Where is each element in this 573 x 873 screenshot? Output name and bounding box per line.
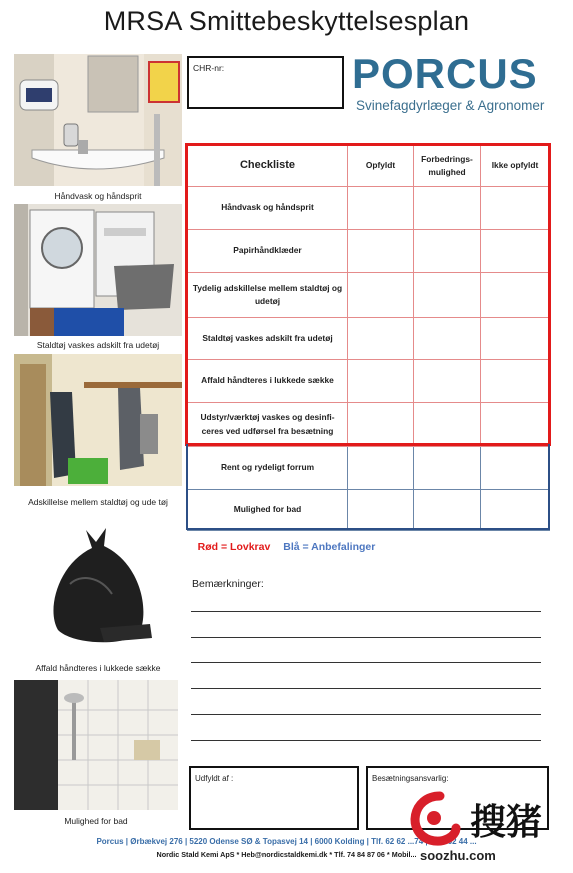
legend-required: Rød = Lovkrav bbox=[197, 541, 271, 553]
cell-forbedring[interactable] bbox=[414, 318, 481, 360]
table-row bbox=[188, 360, 550, 403]
cell-opfyldt[interactable] bbox=[348, 187, 414, 230]
shower-illustration bbox=[14, 680, 178, 810]
photo-caption: Staldtøj vaskes adskilt fra udetøj bbox=[36, 340, 160, 350]
cell-ikke-opfyldt[interactable] bbox=[481, 360, 550, 403]
cell-forbedring[interactable] bbox=[414, 490, 481, 531]
photo-clothes-separation bbox=[14, 354, 182, 486]
cell-ikke-opfyldt[interactable] bbox=[481, 490, 550, 531]
remarks-line[interactable] bbox=[191, 662, 541, 663]
cell-forbedring[interactable] bbox=[414, 230, 481, 273]
soozhu-watermark bbox=[400, 786, 570, 868]
row-label: Staldtøj vaskes adskilt fra udetøj bbox=[188, 318, 348, 360]
row-label: Tydelig adskillelse mellem staldtøj og udetøj bbox=[188, 273, 348, 318]
row-label: Mulighed for bad bbox=[188, 490, 348, 531]
footer-contact: Nordic Stald Kemi ApS * Heb@nordicstaldkemi.dk * Tlf. 74 84 87 06 * Mobil... bbox=[156, 850, 417, 859]
filled-by-field[interactable] bbox=[189, 766, 359, 830]
photo-laundry bbox=[14, 204, 182, 336]
table-row bbox=[188, 273, 550, 318]
row-label: Rent og rydeligt forrum bbox=[188, 447, 348, 490]
row-label: Håndvask og håndsprit bbox=[188, 187, 348, 230]
header-checkliste: Checkliste bbox=[188, 146, 348, 187]
cell-ikke-opfyldt[interactable] bbox=[481, 403, 550, 447]
cell-opfyldt[interactable] bbox=[348, 318, 414, 360]
cell-forbedring[interactable] bbox=[414, 273, 481, 318]
watermark-site: soozhu.com bbox=[420, 848, 496, 863]
cell-opfyldt[interactable] bbox=[348, 447, 414, 490]
cell-forbedring[interactable] bbox=[414, 403, 481, 447]
photo-shower bbox=[14, 680, 178, 810]
page-title: MRSA Smittebeskyttelsesplan bbox=[103, 6, 470, 36]
row-label: Papirhåndklæder bbox=[188, 230, 348, 273]
remarks-line[interactable] bbox=[191, 714, 541, 715]
table-row bbox=[188, 403, 550, 447]
table-row bbox=[188, 318, 550, 360]
footer-address: Porcus | Ørbækvej 276 | 5220 Odense SØ & Topasvej 14 | 6000 Kolding | Tlf. 62 62 ...74 | ...62 62 44 ... bbox=[96, 837, 477, 846]
herd-responsible-label: Besætningsansvarlig: bbox=[372, 774, 449, 783]
cell-opfyldt[interactable] bbox=[348, 230, 414, 273]
table-row bbox=[188, 490, 550, 531]
logo-subtitle: Svinefagdyrlæger & Agronomer bbox=[356, 98, 545, 113]
cell-ikke-opfyldt[interactable] bbox=[481, 318, 550, 360]
remarks-line[interactable] bbox=[191, 688, 541, 689]
photo-handwash bbox=[14, 54, 182, 186]
cell-opfyldt[interactable] bbox=[348, 273, 414, 318]
table-row bbox=[188, 447, 550, 490]
photo-caption: Adskillelse mellem staldtøj og ude tøj bbox=[28, 497, 168, 507]
handwash-illustration bbox=[14, 54, 182, 186]
chr-label: CHR-nr: bbox=[193, 63, 225, 73]
laundry-illustration bbox=[14, 204, 182, 336]
cell-ikke-opfyldt[interactable] bbox=[481, 273, 550, 318]
cell-forbedring[interactable] bbox=[414, 187, 481, 230]
header-opfyldt: Opfyldt bbox=[348, 146, 414, 187]
cell-opfyldt[interactable] bbox=[348, 490, 414, 531]
chr-number-field[interactable] bbox=[187, 56, 344, 109]
filled-by-label: Udfyldt af : bbox=[195, 774, 234, 783]
cell-opfyldt[interactable] bbox=[348, 360, 414, 403]
photo-caption: Mulighed for bad bbox=[64, 816, 128, 826]
remarks-label: Bemærkninger: bbox=[192, 578, 264, 590]
cell-ikke-opfyldt[interactable] bbox=[481, 447, 550, 490]
remarks-line[interactable] bbox=[191, 740, 541, 741]
table-header-row bbox=[188, 146, 550, 187]
porcus-logo bbox=[352, 50, 552, 116]
color-legend bbox=[0, 541, 573, 553]
photo-caption: Affald håndteres i lukkede sække bbox=[35, 663, 161, 673]
cell-forbedring[interactable] bbox=[414, 360, 481, 403]
legend-recommended: Blå = Anbefalinger bbox=[283, 541, 376, 553]
table-row bbox=[188, 187, 550, 230]
table-row bbox=[188, 230, 550, 273]
header-ikke-opfyldt: Ikke opfyldt bbox=[481, 146, 550, 187]
remarks-line[interactable] bbox=[191, 637, 541, 638]
remarks-line[interactable] bbox=[191, 611, 541, 612]
cell-forbedring[interactable] bbox=[414, 447, 481, 490]
row-label: Udstyr/værktøj vaskes og desinfi-ceres ved udførsel fra besætning bbox=[188, 403, 348, 447]
watermark-glyphs: 搜猪 bbox=[470, 802, 543, 843]
cell-ikke-opfyldt[interactable] bbox=[481, 187, 550, 230]
coat-hooks-illustration bbox=[14, 354, 182, 486]
photo-caption: Håndvask og håndsprit bbox=[54, 191, 142, 201]
cell-ikke-opfyldt[interactable] bbox=[481, 230, 550, 273]
watermark-logo-icon bbox=[400, 786, 570, 852]
cell-opfyldt[interactable] bbox=[348, 403, 414, 447]
header-forbedringsmulighed: Forbedrings- mulighed bbox=[414, 146, 481, 187]
logo-wordmark: PORCUS bbox=[352, 50, 538, 97]
checklist-table bbox=[187, 145, 550, 531]
row-label: Affald håndteres i lukkede sække bbox=[188, 360, 348, 403]
